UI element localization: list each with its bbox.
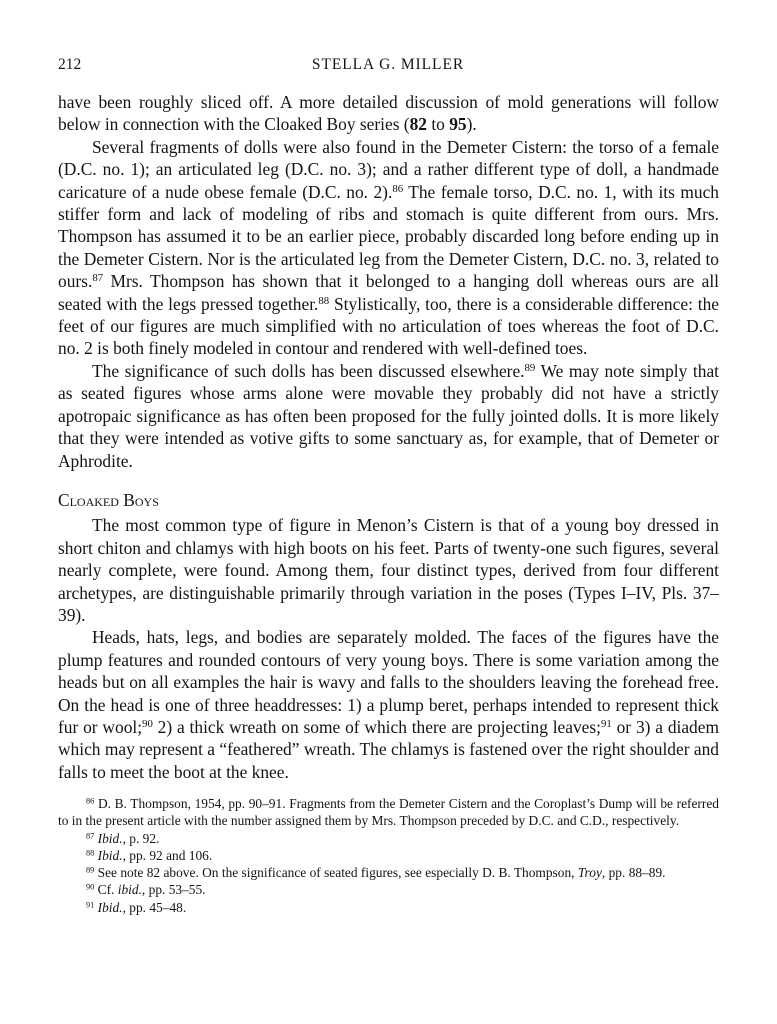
page-header xyxy=(58,56,718,78)
footnote-text: , pp. 88–89. xyxy=(601,865,666,881)
footnote-88 xyxy=(58,847,719,864)
footnote-number: 87 xyxy=(86,831,95,841)
footnote-italic: Ibid. xyxy=(97,830,123,846)
body-text xyxy=(58,91,719,783)
footnote-text: , pp. 53–55. xyxy=(141,882,206,898)
catalog-ref: 95 xyxy=(449,114,467,135)
text-run: 2) a thick wreath on some of which there are projecting leaves; xyxy=(152,716,602,737)
footnote-text: , p. 92. xyxy=(122,830,160,846)
footnote-text: D. B. Thompson, 1954, pp. 90–91. Fragments from the Demeter Cistern and the Coroplast’s Dump will be referred to in the present article with the number assigned them by Mrs. Thompson preceded by D.C. and C.D., respectively. xyxy=(58,796,719,829)
footnote-text: , pp. 92 and 106. xyxy=(122,847,213,863)
footnote-text: Cf. xyxy=(94,882,118,898)
footnote-ref[interactable]: 89 xyxy=(524,361,536,374)
text-run: Heads, hats, legs, and bodies are separately molded. The faces of the figures have the plump features and rounded contours of very young boys. There is some variation among the heads but on all examples the hair is wavy and falls to the shoulders leaving the forehead free. On the head is one of three headdresses: 1) a plump beret, perhaps intended to represent thick fur or wool; xyxy=(58,627,719,737)
text-run: We may note simply that as seated figures whose arms alone were movable they probably did not have a strictly apotropaic significance as has often been proposed for the fully jointed dolls. It is more likely that they were intended as votive gifts to some sanctuary as, for example, that of Demeter or Aphrodite. xyxy=(58,360,719,471)
footnote-ref[interactable]: 88 xyxy=(318,294,330,307)
paragraph-3 xyxy=(58,360,719,472)
footnote-number: 86 xyxy=(86,796,95,806)
footnote-ref[interactable]: 90 xyxy=(142,718,153,731)
footnote-italic: Ibid. xyxy=(97,899,123,915)
footnote-86 xyxy=(58,795,719,830)
text-run: ). xyxy=(466,114,477,135)
paragraph-5 xyxy=(58,626,719,783)
footnote-ref[interactable]: 87 xyxy=(92,272,104,285)
footnote-number: 90 xyxy=(86,882,95,892)
footnote-text: See note 82 above. On the significance of seated figures, see especially D. B. Thompson, xyxy=(94,865,578,881)
paragraph-1 xyxy=(58,91,719,136)
catalog-ref: 82 xyxy=(409,114,427,135)
footnote-italic: ibid. xyxy=(117,882,142,898)
paragraph-4: The most common type of figure in Menon’s Cistern is that of a young boy dressed in short chiton and chlamys with high boots on his feet. Parts of twenty-one such figures, several nearly complete, were found. Among them, four distinct types, derived from four different archetypes, are distinguishable primarily through variation in the poses (Types I–IV, Pls. 37–39). xyxy=(58,515,719,625)
text-run: to xyxy=(427,114,450,135)
paragraph-2 xyxy=(58,136,719,360)
page-number: 212 xyxy=(58,56,82,73)
footnote-ref[interactable]: 91 xyxy=(601,718,612,731)
footnote-number: 88 xyxy=(86,848,95,858)
footnote-italic: Ibid. xyxy=(97,847,123,863)
text-run: Several fragments of dolls were also found in the Demeter Cistern: the torso of a female (D.C. no. 1); an articulated leg (D.C. no. 3); and a rather different type of doll, a handmade caricature of a nude obese female (D.C. no. 2). xyxy=(58,136,719,202)
section-heading: Cloaked Boys xyxy=(58,489,159,510)
footnote-90 xyxy=(58,881,719,898)
footnote-87 xyxy=(58,830,719,847)
text-run: Stylistically, too, there is a considerable difference: the feet of our figures are much simplified with no articulation of toes whereas the foot of D.C. no. 2 is both finely modeled in contour and rendered with well-defined toes. xyxy=(58,293,719,359)
text-run: The female torso, D.C. no. 1, with its much stiffer form and lack of modeling of ribs and stomach is quite different from ours. Mrs. Thompson has assumed it to be an earlier piece, probably discarded long before ending up in the Demeter Cistern. Nor is the articulated leg from the Demeter Cistern, D.C. no. 3, related to ours. xyxy=(58,181,719,292)
running-head: STELLA G. MILLER xyxy=(311,56,465,73)
footnotes xyxy=(58,795,719,916)
text-run: The significance of such dolls has been discussed elsewhere. xyxy=(92,360,525,381)
footnote-ref[interactable]: 86 xyxy=(392,182,404,195)
text-run: Mrs. Thompson has shown that it belonged to a hanging doll whereas ours are all seated with the legs pressed together. xyxy=(58,271,719,314)
text-run: or 3) a diadem which may represent a “feathered” wreath. The chlamys is fastened over the right shoulder and falls to meet the boot at the knee. xyxy=(58,716,720,782)
footnote-italic: Troy xyxy=(577,865,602,881)
footnote-89 xyxy=(58,864,719,881)
footnote-91 xyxy=(58,899,719,916)
text-run: have been roughly sliced off. A more detailed discussion of mold generations will follow below in connection with the Cloaked Boy series ( xyxy=(58,92,719,135)
footnote-number: 89 xyxy=(86,865,95,875)
footnote-number: 91 xyxy=(86,900,95,910)
footnote-text: , pp. 45–48. xyxy=(122,899,187,915)
